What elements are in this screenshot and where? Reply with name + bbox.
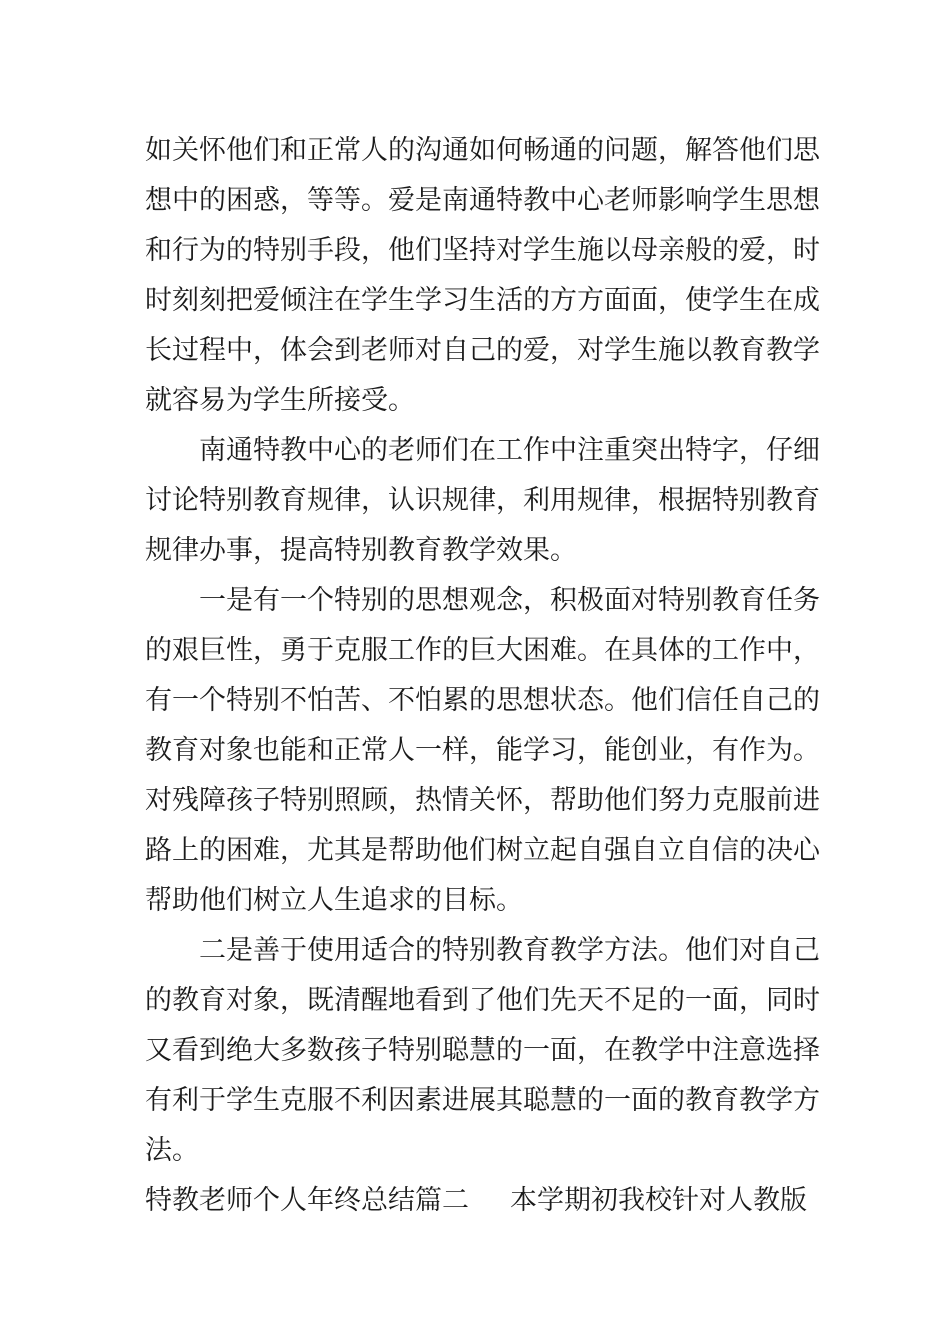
- text-line: 南通特教中心的老师们在工作中注重突出特字，仔细: [199, 435, 820, 466]
- text-line: 的教育对象，既清醒地看到了他们先天不足的一面，同时: [145, 985, 820, 1016]
- text-line: 有利于学生克服不利因素进展其聪慧的一面的教育教学方: [145, 1085, 820, 1116]
- text-line: 的艰巨性，勇于克服工作的巨大困难。在具体的工作中，: [145, 635, 820, 666]
- section-heading-continuation: 本学期初我校针对人教版: [510, 1185, 807, 1216]
- paragraph-p2: [145, 426, 820, 576]
- text-line: 路上的困难，尤其是帮助他们树立起自强自立自信的决心: [145, 835, 820, 866]
- document-body: [145, 126, 820, 1226]
- text-line: 法。: [145, 1135, 199, 1166]
- text-line: 讨论特别教育规律，认识规律，利用规律，根据特别教育: [145, 485, 820, 516]
- section-heading-title: 特教老师个人年终总结篇二: [145, 1185, 469, 1216]
- paragraph-p3: [145, 576, 820, 926]
- section-heading-row: [145, 1176, 807, 1226]
- text-line: 如关怀他们和正常人的沟通如何畅通的问题，解答他们思: [145, 135, 820, 166]
- text-line: 二是善于使用适合的特别教育教学方法。他们对自己: [199, 935, 820, 966]
- text-line: 时刻刻把爱倾注在学生学习生活的方方面面，使学生在成: [145, 285, 820, 316]
- text-line: 规律办事，提高特别教育教学效果。: [145, 535, 577, 566]
- text-line: 想中的困惑，等等。爱是南通特教中心老师影响学生思想: [145, 185, 820, 216]
- text-line: 长过程中，体会到老师对自己的爱，对学生施以教育教学: [145, 335, 820, 366]
- text-line: 有一个特别不怕苦、不怕累的思想状态。他们信任自己的: [145, 685, 820, 716]
- text-line: 帮助他们树立人生追求的目标。: [145, 885, 523, 916]
- paragraph-p1: [145, 126, 820, 426]
- text-line: 一是有一个特别的思想观念，积极面对特别教育任务: [199, 585, 820, 616]
- text-line: 对残障孩子特别照顾，热情关怀，帮助他们努力克服前进: [145, 785, 820, 816]
- text-line: 教育对象也能和正常人一样，能学习，能创业，有作为。: [145, 735, 820, 766]
- paragraph-p4: [145, 926, 820, 1176]
- text-line: 和行为的特别手段，他们坚持对学生施以母亲般的爱，时: [145, 235, 820, 266]
- text-line: 又看到绝大多数孩子特别聪慧的一面，在教学中注意选择: [145, 1035, 820, 1066]
- text-line: 就容易为学生所接受。: [145, 385, 415, 416]
